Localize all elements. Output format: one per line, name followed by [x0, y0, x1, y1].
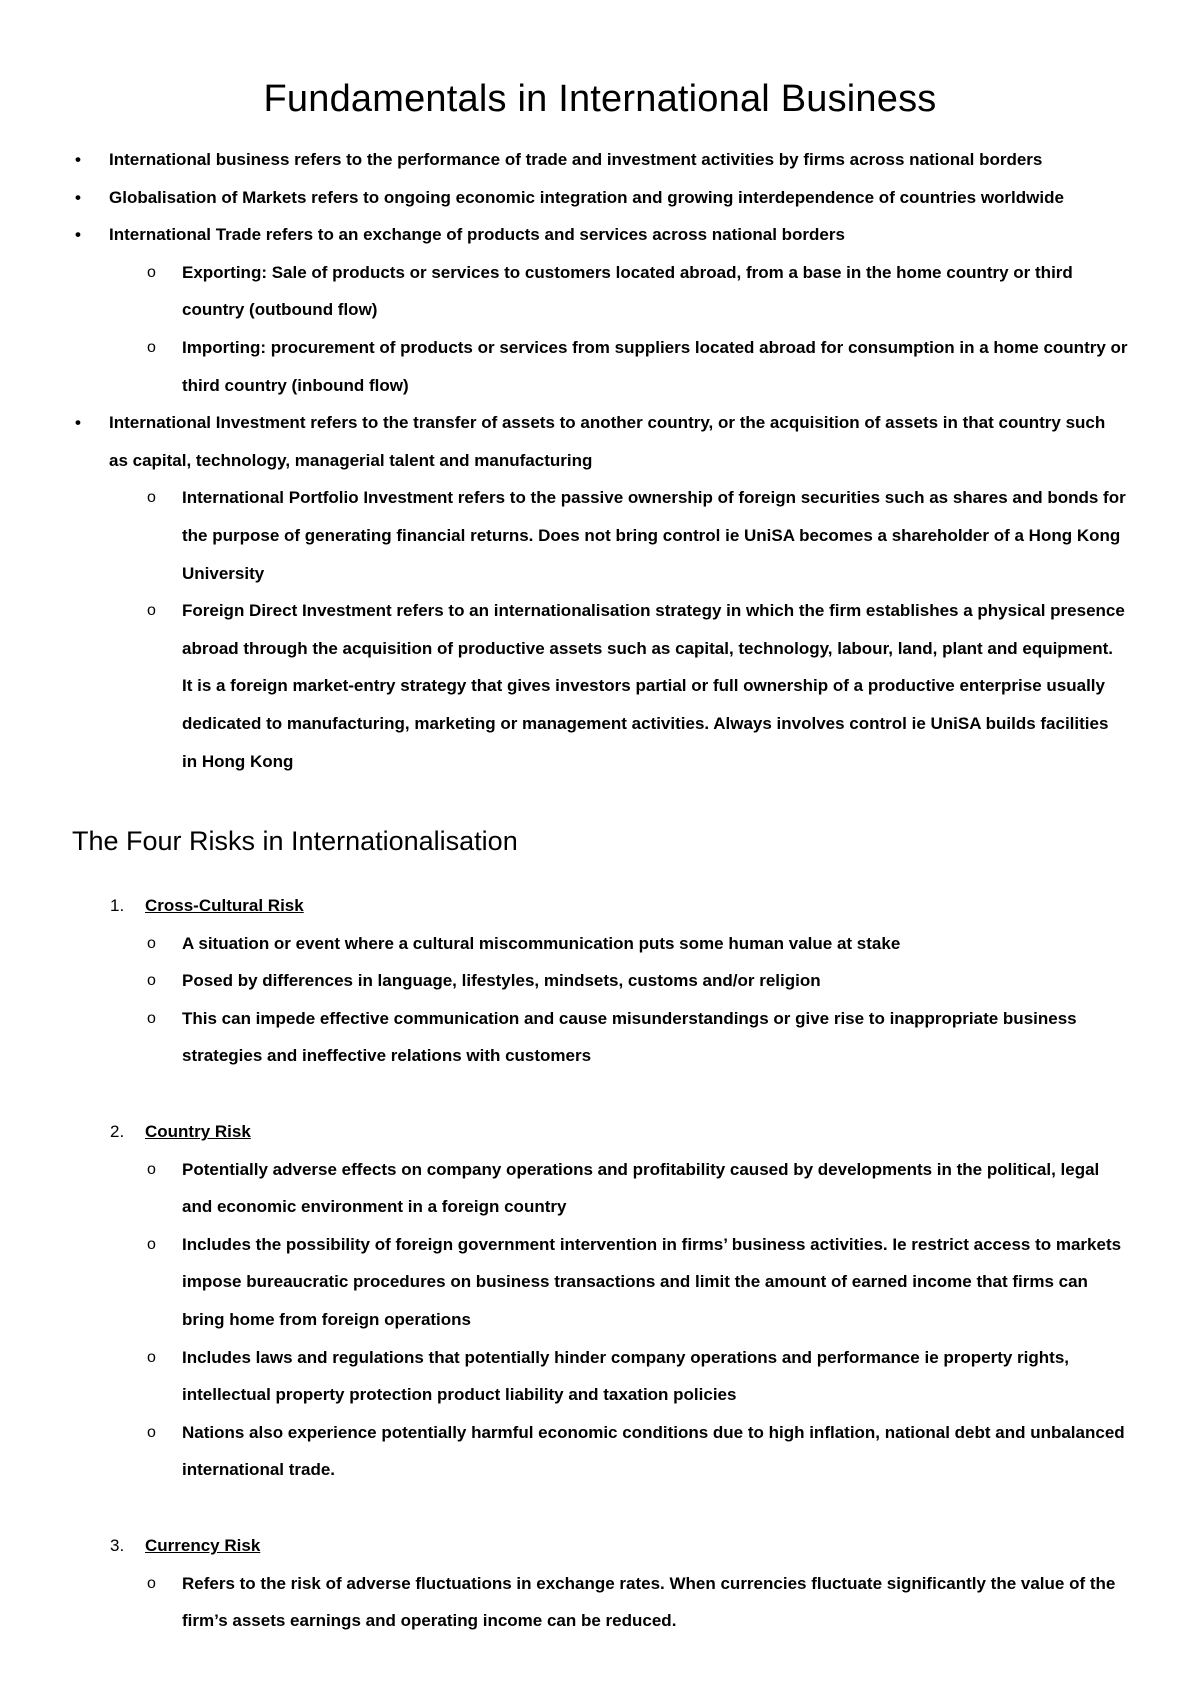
- sub-bullet-item: o Importing: procurement of products or services from suppliers located abroad for consumption in a home country or third country (inbound flow): [72, 329, 1128, 404]
- bullet-marker: •: [75, 413, 81, 433]
- sub-bullet-marker: o: [147, 1423, 156, 1441]
- bullet-item: • Globalisation of Markets refers to ongoing economic integration and growing interdependence of countries worldwide: [72, 179, 1128, 217]
- sub-bullet-item: o International Portfolio Investment refers to the passive ownership of foreign securities such as shares and bonds for the purpose of generating financial returns. Does not bring control ie UniSA becomes a shareholder of a Hong Kong University: [72, 479, 1128, 592]
- risk-label: Country Risk: [145, 1122, 251, 1142]
- sub-bullet-marker: o: [147, 1348, 156, 1366]
- fundamentals-list: [72, 141, 1128, 780]
- sub-bullet-item: o Potentially adverse effects on company operations and profitability caused by developments in the political, legal and economic environment in a foreign country: [72, 1151, 1128, 1226]
- bullet-marker: •: [75, 150, 81, 169]
- bullet-marker: •: [75, 225, 81, 245]
- section-heading: The Four Risks in Internationalisation: [72, 826, 518, 857]
- risk-number: 1.: [110, 896, 125, 916]
- risk-heading: [72, 1113, 1128, 1151]
- bullet-marker: •: [75, 187, 81, 207]
- sub-bullet-item: o Includes laws and regulations that potentially hinder company operations and performance ie property rights, intellectual property protection product liability and taxation policies: [72, 1339, 1128, 1414]
- sub-bullet-marker: o: [147, 1574, 156, 1592]
- risk-heading: [72, 887, 1128, 925]
- sub-bullet-item: o Exporting: Sale of products or services to customers located abroad, from a base in the home country or third country (outbound flow): [72, 254, 1128, 329]
- risk-number: 3.: [110, 1536, 125, 1555]
- bullet-item: • International Trade refers to an exchange of products and services across national borders: [72, 216, 1128, 254]
- risk-label: Cross-Cultural Risk: [145, 896, 304, 916]
- sub-bullet-item: o A situation or event where a cultural miscommunication puts some human value at stake: [72, 925, 1128, 963]
- sub-bullet-item: o This can impede effective communication and cause misunderstandings or give rise to inappropriate business strategies and ineffective relations with customers: [72, 1000, 1128, 1075]
- sub-bullet-item: o Refers to the risk of adverse fluctuations in exchange rates. When currencies fluctuate significantly the value of the firm’s assets earnings and operating income can be reduced.: [72, 1565, 1128, 1640]
- risk-label: Currency Risk: [145, 1536, 261, 1555]
- bullet-item: • International Investment refers to the transfer of assets to another country, or the acquisition of assets in that country such as capital, technology, managerial talent and manufacturing: [72, 404, 1128, 479]
- sub-bullet-item: o Foreign Direct Investment refers to an internationalisation strategy in which the firm establishes a physical presence abroad through the acquisition of productive assets such as capital, technology, labour, land, plant and equipment. It is a foreign market-entry strategy that gives investors partial or full ownership of a productive enterprise usually dedicated to manufacturing, marketing or management activities. Always involves control ie UniSA builds facilities in Hong Kong: [72, 592, 1128, 780]
- sub-bullet-marker: o: [147, 263, 156, 281]
- sub-bullet-marker: o: [147, 489, 156, 507]
- sub-bullet-marker: o: [147, 338, 156, 356]
- sub-bullet-item: o Nations also experience potentially harmful economic conditions due to high inflation, national debt and unbalanced international trade.: [72, 1414, 1128, 1489]
- sub-bullet-marker: o: [147, 1009, 156, 1027]
- sub-bullet-marker: o: [147, 602, 156, 620]
- sub-bullet-marker: o: [147, 1160, 156, 1178]
- spacer: [72, 1489, 1128, 1525]
- risk-heading: [72, 1527, 1128, 1565]
- risk-number: 2.: [110, 1122, 125, 1142]
- sub-bullet-item: o Includes the possibility of foreign government intervention in firms’ business activities. Ie restrict access to markets impose bureaucratic procedures on business transactions and limit the amount of earned income that firms can bring home from foreign operations: [72, 1226, 1128, 1339]
- sub-bullet-item: o Posed by differences in language, lifestyles, mindsets, customs and/or religion: [72, 962, 1128, 1000]
- spacer: [72, 1075, 1128, 1111]
- bullet-item: • International business refers to the performance of trade and investment activities by firms across national borders: [72, 141, 1128, 179]
- risk-list: [72, 887, 1128, 1640]
- sub-bullet-marker: o: [147, 934, 156, 952]
- page-title: Fundamentals in International Business: [263, 78, 937, 120]
- sub-bullet-marker: o: [147, 972, 156, 990]
- sub-bullet-marker: o: [147, 1235, 156, 1253]
